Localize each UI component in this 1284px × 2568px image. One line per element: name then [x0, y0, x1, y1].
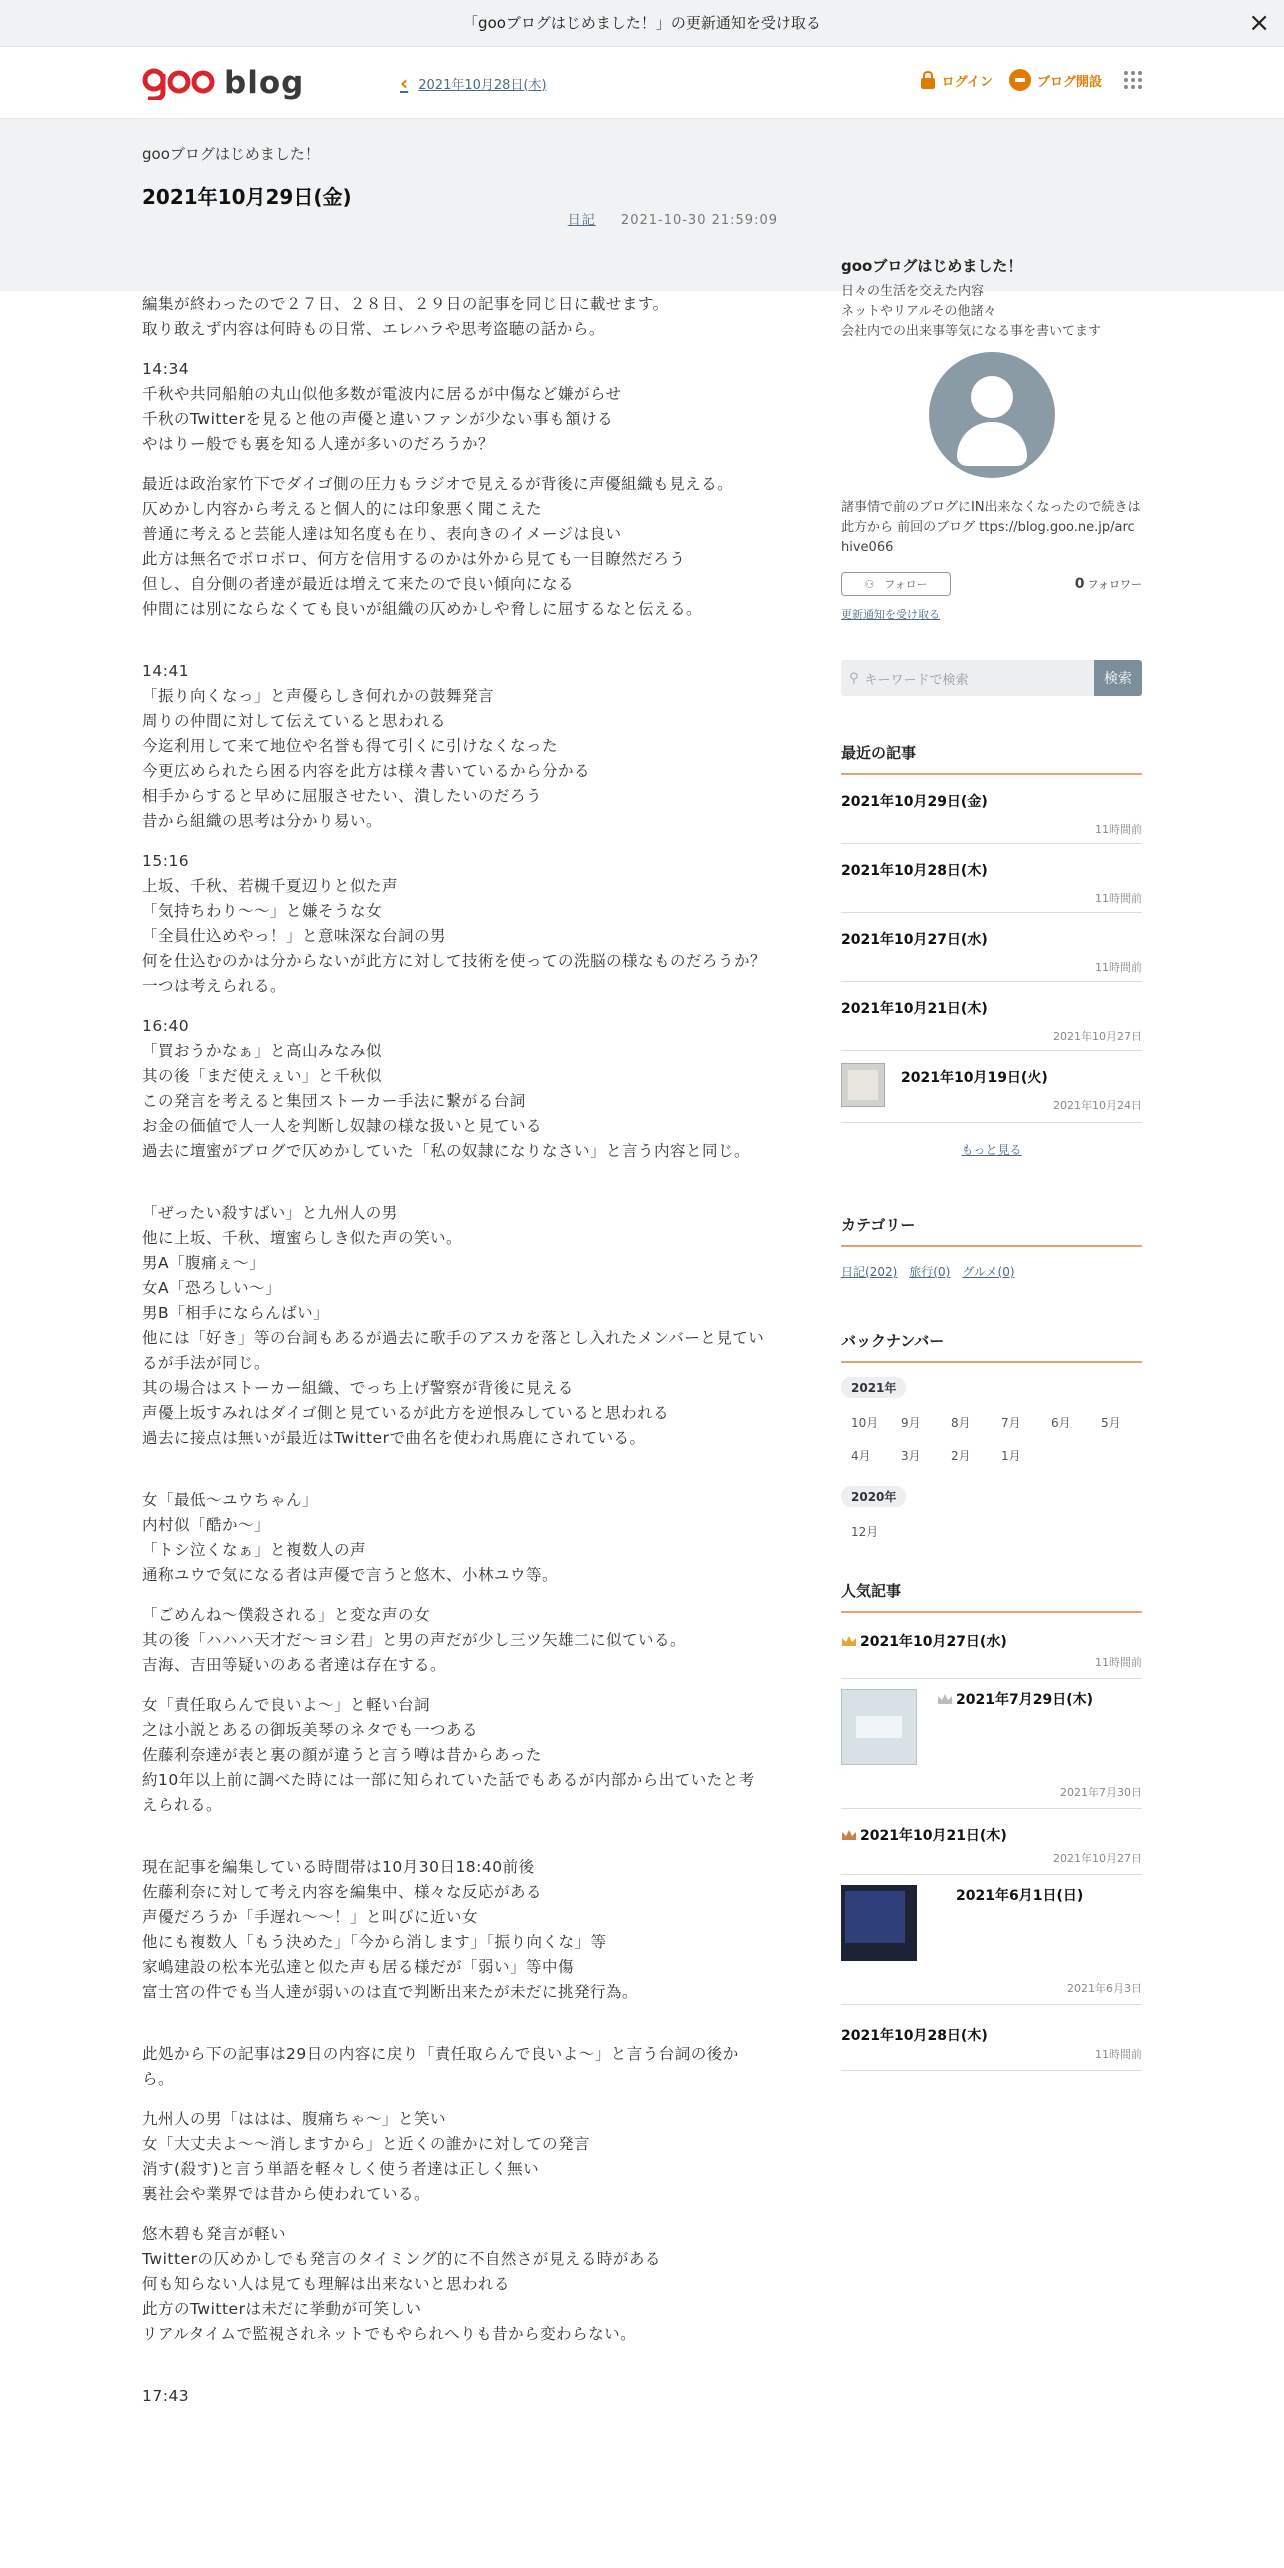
crown-icon: [841, 1829, 857, 1841]
recent-article-date: 11時間前: [1095, 823, 1142, 836]
goo-logo-icon: [142, 66, 216, 100]
popular-article-date: 11時間前: [1095, 2048, 1142, 2061]
popular-article-date: 2021年7月30日: [1060, 1786, 1142, 1799]
article-datetime: 2021-10-30 21:59:09: [620, 213, 778, 228]
more-link[interactable]: もっと見る: [961, 1143, 1022, 1157]
article-meta: [568, 209, 778, 228]
update-notice-bar[interactable]: [0, 0, 1284, 47]
crown-icon: [841, 1635, 857, 1647]
backnumber-month-link[interactable]: 10月: [851, 1416, 879, 1430]
popular-article-title[interactable]: 2021年7月29日(木): [956, 1692, 1093, 1708]
popular-list: [841, 1613, 1142, 2071]
prev-article-label[interactable]: 2021年10月28日(木): [418, 77, 547, 93]
open-blog-button[interactable]: [1009, 69, 1102, 91]
recent-article-title[interactable]: 2021年10月21日(木): [841, 1001, 988, 1017]
search-placeholder: キーワードで検索: [864, 672, 969, 688]
backnumber-month-link[interactable]: 2月: [951, 1449, 971, 1463]
login-label: ログイン: [941, 74, 993, 90]
recent-list: [841, 775, 1142, 1123]
category-link[interactable]: 日記(202): [841, 1265, 898, 1279]
article-paragraph: 悠木碧も発言が軽い Twitterの仄めかしでも発言のタイミング的に不自然さが見える時がある 何も知らない人は見ても理解は出来ないと思われる 此方のTwitterは未だに挙動が可笑しい リアルタイムで監視されネットでもやられへりも昔から変わらない。: [142, 2225, 661, 2343]
popular-article-item[interactable]: [841, 2005, 1142, 2071]
popular-article-title-row[interactable]: [841, 1613, 1142, 1651]
follow-button[interactable]: [841, 572, 951, 596]
profile-description: 日々の生活を交えた内容 ネットやリアルその他諸々 会社内での出来事等気になる事を書いてます: [841, 284, 1102, 339]
close-icon[interactable]: ×: [1248, 8, 1270, 38]
backnumber-heading: バックナンバー: [841, 1330, 1142, 1363]
recent-article-item[interactable]: [841, 982, 1142, 1051]
search-icon: ⚲: [849, 670, 859, 686]
popular-article-item[interactable]: [841, 1613, 1142, 1679]
article-paragraph: 現在記事を編集している時間帯は10月30日18:40前後 佐藤利奈に対して考え内容を編集中、様々な反応がある 声優だろうか「手遅れ～～！」と叫びに近い女 他にも複数人「もう決めた」「今から消します」「振り向くな」等 家嶋建設の松本光弘達と似た声も居る様だが「弱い」等中傷 富士宮の件でも当人達が弱いのは直で判断出来たが未だに挑発行為。: [142, 1858, 639, 2001]
article-paragraph: 女「最低～ユウちゃん」 内村似「酷か～」 「トシ泣くなぁ」と複数人の声 通称ユウで気になる者は声優で言うと悠木、小林ユウ等。: [142, 1491, 559, 1584]
follow-row: [841, 572, 1142, 596]
article-paragraph: 14:34 千秋や共同船舶の丸山似他多数が電波内に居るが中傷など嫌がらせ 千秋のTwitterを見ると他の声優と違いファンが少ない事も頷ける やはりー般でも裏を知る人達が多いのだろうか？: [142, 360, 622, 453]
recent-article-title[interactable]: 2021年10月29日(金): [841, 794, 988, 810]
backnumber-month-link[interactable]: 9月: [901, 1416, 921, 1430]
backnumber-year[interactable]: 2021年: [841, 1377, 906, 1398]
backnumber-month-link[interactable]: 12月: [851, 1525, 879, 1539]
goo-blog-logo[interactable]: [142, 65, 304, 101]
backnumber-months: [841, 1507, 1142, 1540]
recent-article-date: 11時間前: [1095, 892, 1142, 905]
article-paragraph: 編集が終わったので２７日、２８日、２９日の記事を同じ日に載せます。 取り敢えず内容は何時もの日常、エレハラや思考盗聴の話から。: [142, 295, 669, 338]
popular-article-title-row[interactable]: [841, 1809, 1142, 1845]
blog-name[interactable]: gooブログはじめました！: [142, 145, 320, 163]
person-icon: ⚇: [864, 577, 875, 591]
sidebar: [841, 255, 1142, 2071]
notify-link[interactable]: 更新通知を受け取る: [841, 608, 940, 621]
article-paragraph: 15:16 上坂、千秋、若槻千夏辺りと似た声 「気持ちわり～～」と嫌そうな女 「全員仕込めやっ！」と意味深な台詞の男 何を仕込むのかは分からないが此方に対して技術を使っての洗脳の様なものだろうか？ 一つは考えられる。: [142, 852, 767, 995]
recent-article-title[interactable]: 2021年10月28日(木): [841, 863, 988, 879]
backnumber-month-link[interactable]: 5月: [1101, 1416, 1121, 1430]
popular-article-item[interactable]: [841, 1679, 1142, 1809]
backnumber-month-link[interactable]: 8月: [951, 1416, 971, 1430]
search-input[interactable]: [841, 660, 1094, 696]
category-link[interactable]: 旅行(0): [909, 1265, 951, 1279]
recent-article-date: 11時間前: [1095, 961, 1142, 974]
popular-article-date: 2021年10月27日: [1053, 1852, 1142, 1865]
article-paragraph: 此処から下の記事は29日の内容に戻り「責任取らんで良いよ～」と言う台詞の後から。: [142, 2045, 739, 2088]
open-blog-label: ブログ開設: [1036, 74, 1102, 90]
popular-article-date: 11時間前: [1095, 1656, 1142, 1669]
backnumber-year[interactable]: 2020年: [841, 1486, 906, 1507]
backnumber-month-link[interactable]: 6月: [1051, 1416, 1071, 1430]
article-paragraph: 九州人の男「ははは、腹痛ちゃ～」と笑い 女「大丈夫よ～～消しますから」と近くの誰かに対しての発言 消す(殺す)と言う単語を軽々しく使う者達は正しく無い 裏社会や業界では昔から使われている。: [142, 2110, 591, 2203]
recent-article-title[interactable]: 2021年10月27日(水): [841, 932, 988, 948]
recent-article-item[interactable]: [841, 844, 1142, 913]
search-button[interactable]: 検索: [1094, 660, 1142, 696]
article-paragraph: 16:40 「買おうかなぁ」と高山みなみ似 其の後「まだ使えぇい」と千秋似 この発言を考えると集団ストーカー手法に繋がる台詞 お金の価値で人一人を判断し奴隷の様な扱いと見ている 過去に壇蜜がブログで仄めかしていた「私の奴隷になりなさい」と言う内容と同じ。: [142, 1017, 751, 1160]
login-button[interactable]: [920, 71, 993, 90]
article-paragraph: 17:43: [142, 2387, 190, 2405]
article-paragraph: 14:41 「振り向くなっ」と声優らしき何れかの鼓舞発言 周りの仲間に対して伝えていると思われる 今迄利用して来て地位や名誉も得て引くに引けなくなった 今更広められたら困る内容を此方は様々書いているから分かる 相手からすると早めに屈服させたい、潰したいのだろう 昔から組織の思考は分かり易い。: [142, 662, 591, 830]
article-paragraph: 「ぜったい殺すばい」と九州人の男 他に上坂、千秋、壇蜜らしき似た声の笑い。 男A「腹痛ぇ～」 女A「恐ろしい～」 男B「相手にならんばい」 他には「好き」等の台詞もあるが過去に歌手のアスカを落とし入れたメンバーと見ているが手法が同じ。 其の場合はストーカー組織、でっち上げ警察が背後に見える 声優上坂すみれはダイゴ側と見ているが此方を逆恨みしていると思われる 過去に接点は無いが最近はTwitterで曲名を使われ馬鹿にされている。: [142, 1204, 765, 1447]
free-badge-icon: [1009, 69, 1031, 91]
article-thumbnail[interactable]: [841, 1689, 917, 1765]
backnumber-month-link[interactable]: 4月: [851, 1449, 871, 1463]
logo-blog-text: blog: [224, 65, 305, 101]
recent-article-date: 2021年10月27日: [1053, 1030, 1142, 1043]
recent-article-item[interactable]: [841, 1051, 1142, 1123]
recent-article-date: 2021年10月24日: [1053, 1099, 1142, 1112]
article-paragraph: 最近は政治家竹下でダイゴ側の圧力もラジオで見えるが背後に声優組織も見える。 仄めかし内容から考えると個人的には印象悪く聞こえた 普通に考えると芸能人達は知名度も在り、表向きのイメージは良い 此方は無名でボロボロ、何方を信用するのかは外から見ても一目瞭然だろう 但し、自分側の者達が最近は増えて来たので良い傾向になる 仲間には別にならなくても良いが組織の仄めかしや脅しに屈するなと伝える。: [142, 475, 734, 618]
article-paragraph: 「ごめんね～僕殺される」と変な声の女 其の後「ハハハ天才だ～ヨシ君」と男の声だが少し三ツ矢雄二に似ている。 吉海、吉田等疑いのある者達は存在する。: [142, 1606, 687, 1674]
lock-icon: [920, 71, 936, 89]
profile-title[interactable]: gooブログはじめました！: [841, 257, 1023, 275]
category-link[interactable]: グルメ(0): [962, 1265, 1015, 1279]
category-heading: カテゴリー: [841, 1214, 1142, 1247]
search-box: [841, 660, 1142, 696]
recent-heading: 最近の記事: [841, 742, 1142, 775]
profile-note: 諸事情で前のブログにIN出来なくなったので続きは此方から 前回のブログ ttps://blog.goo.ne.jp/archive066: [841, 500, 1141, 555]
backnumber-months: [841, 1398, 1142, 1464]
category-list: [841, 1263, 1142, 1280]
recent-article-title[interactable]: 2021年10月19日(火): [901, 1070, 1048, 1086]
popular-article-title[interactable]: 2021年10月21日(木): [860, 1828, 1007, 1844]
article-thumbnail[interactable]: [841, 1063, 885, 1107]
article-category-link[interactable]: 日記: [567, 213, 596, 228]
chevron-left-icon: ‹: [400, 71, 409, 95]
prev-article-link[interactable]: [400, 71, 547, 95]
popular-article-date: 2021年6月3日: [1067, 1982, 1142, 1995]
article-paragraph: 女「責任取らんで良いよ～」と軽い台詞 之は小説とあるの御坂美琴のネタでも一つある 佐藤利奈達が表と裏の顔が違うと言う噂は昔からあった 約10年以上前に調べた時には一部に知られていた話でもあるが内部から出ていたと考えられる。: [142, 1696, 755, 1814]
popular-heading: 人気記事: [841, 1580, 1142, 1613]
backnumber-list: [841, 1363, 1142, 1540]
header-actions: [904, 69, 1142, 91]
popular-article-item[interactable]: [841, 1875, 1142, 2005]
article-body: [142, 292, 768, 2424]
crown-icon: [937, 1693, 953, 1705]
popular-article-title[interactable]: 2021年10月27日(水): [860, 1634, 1007, 1650]
article-title: 2021年10月29日(金): [142, 185, 352, 209]
follow-label: フォロー: [884, 578, 928, 591]
popular-article-title[interactable]: 2021年10月28日(木): [841, 2028, 988, 2044]
backnumber-month-link[interactable]: 1月: [1001, 1449, 1021, 1463]
article-thumbnail[interactable]: [841, 1885, 917, 1961]
popular-article-title-row[interactable]: [841, 2005, 1142, 2045]
popular-article-title[interactable]: 2021年6月1日(日): [956, 1888, 1084, 1904]
update-notice-text[interactable]: 「gooブログはじめました！」の更新通知を受け取る: [463, 14, 821, 32]
popular-article-item[interactable]: [841, 1809, 1142, 1875]
recent-article-item[interactable]: [841, 913, 1142, 982]
backnumber-month-link[interactable]: 3月: [901, 1449, 921, 1463]
avatar[interactable]: [929, 352, 1055, 478]
grid-menu-icon[interactable]: [1124, 71, 1142, 89]
follower-count-label: フォロワー: [1087, 578, 1142, 591]
site-header: [0, 47, 1284, 119]
backnumber-month-link[interactable]: 7月: [1001, 1416, 1021, 1430]
follower-count: [1075, 576, 1142, 592]
follower-count-value: 0: [1074, 576, 1085, 592]
recent-article-item[interactable]: [841, 775, 1142, 844]
